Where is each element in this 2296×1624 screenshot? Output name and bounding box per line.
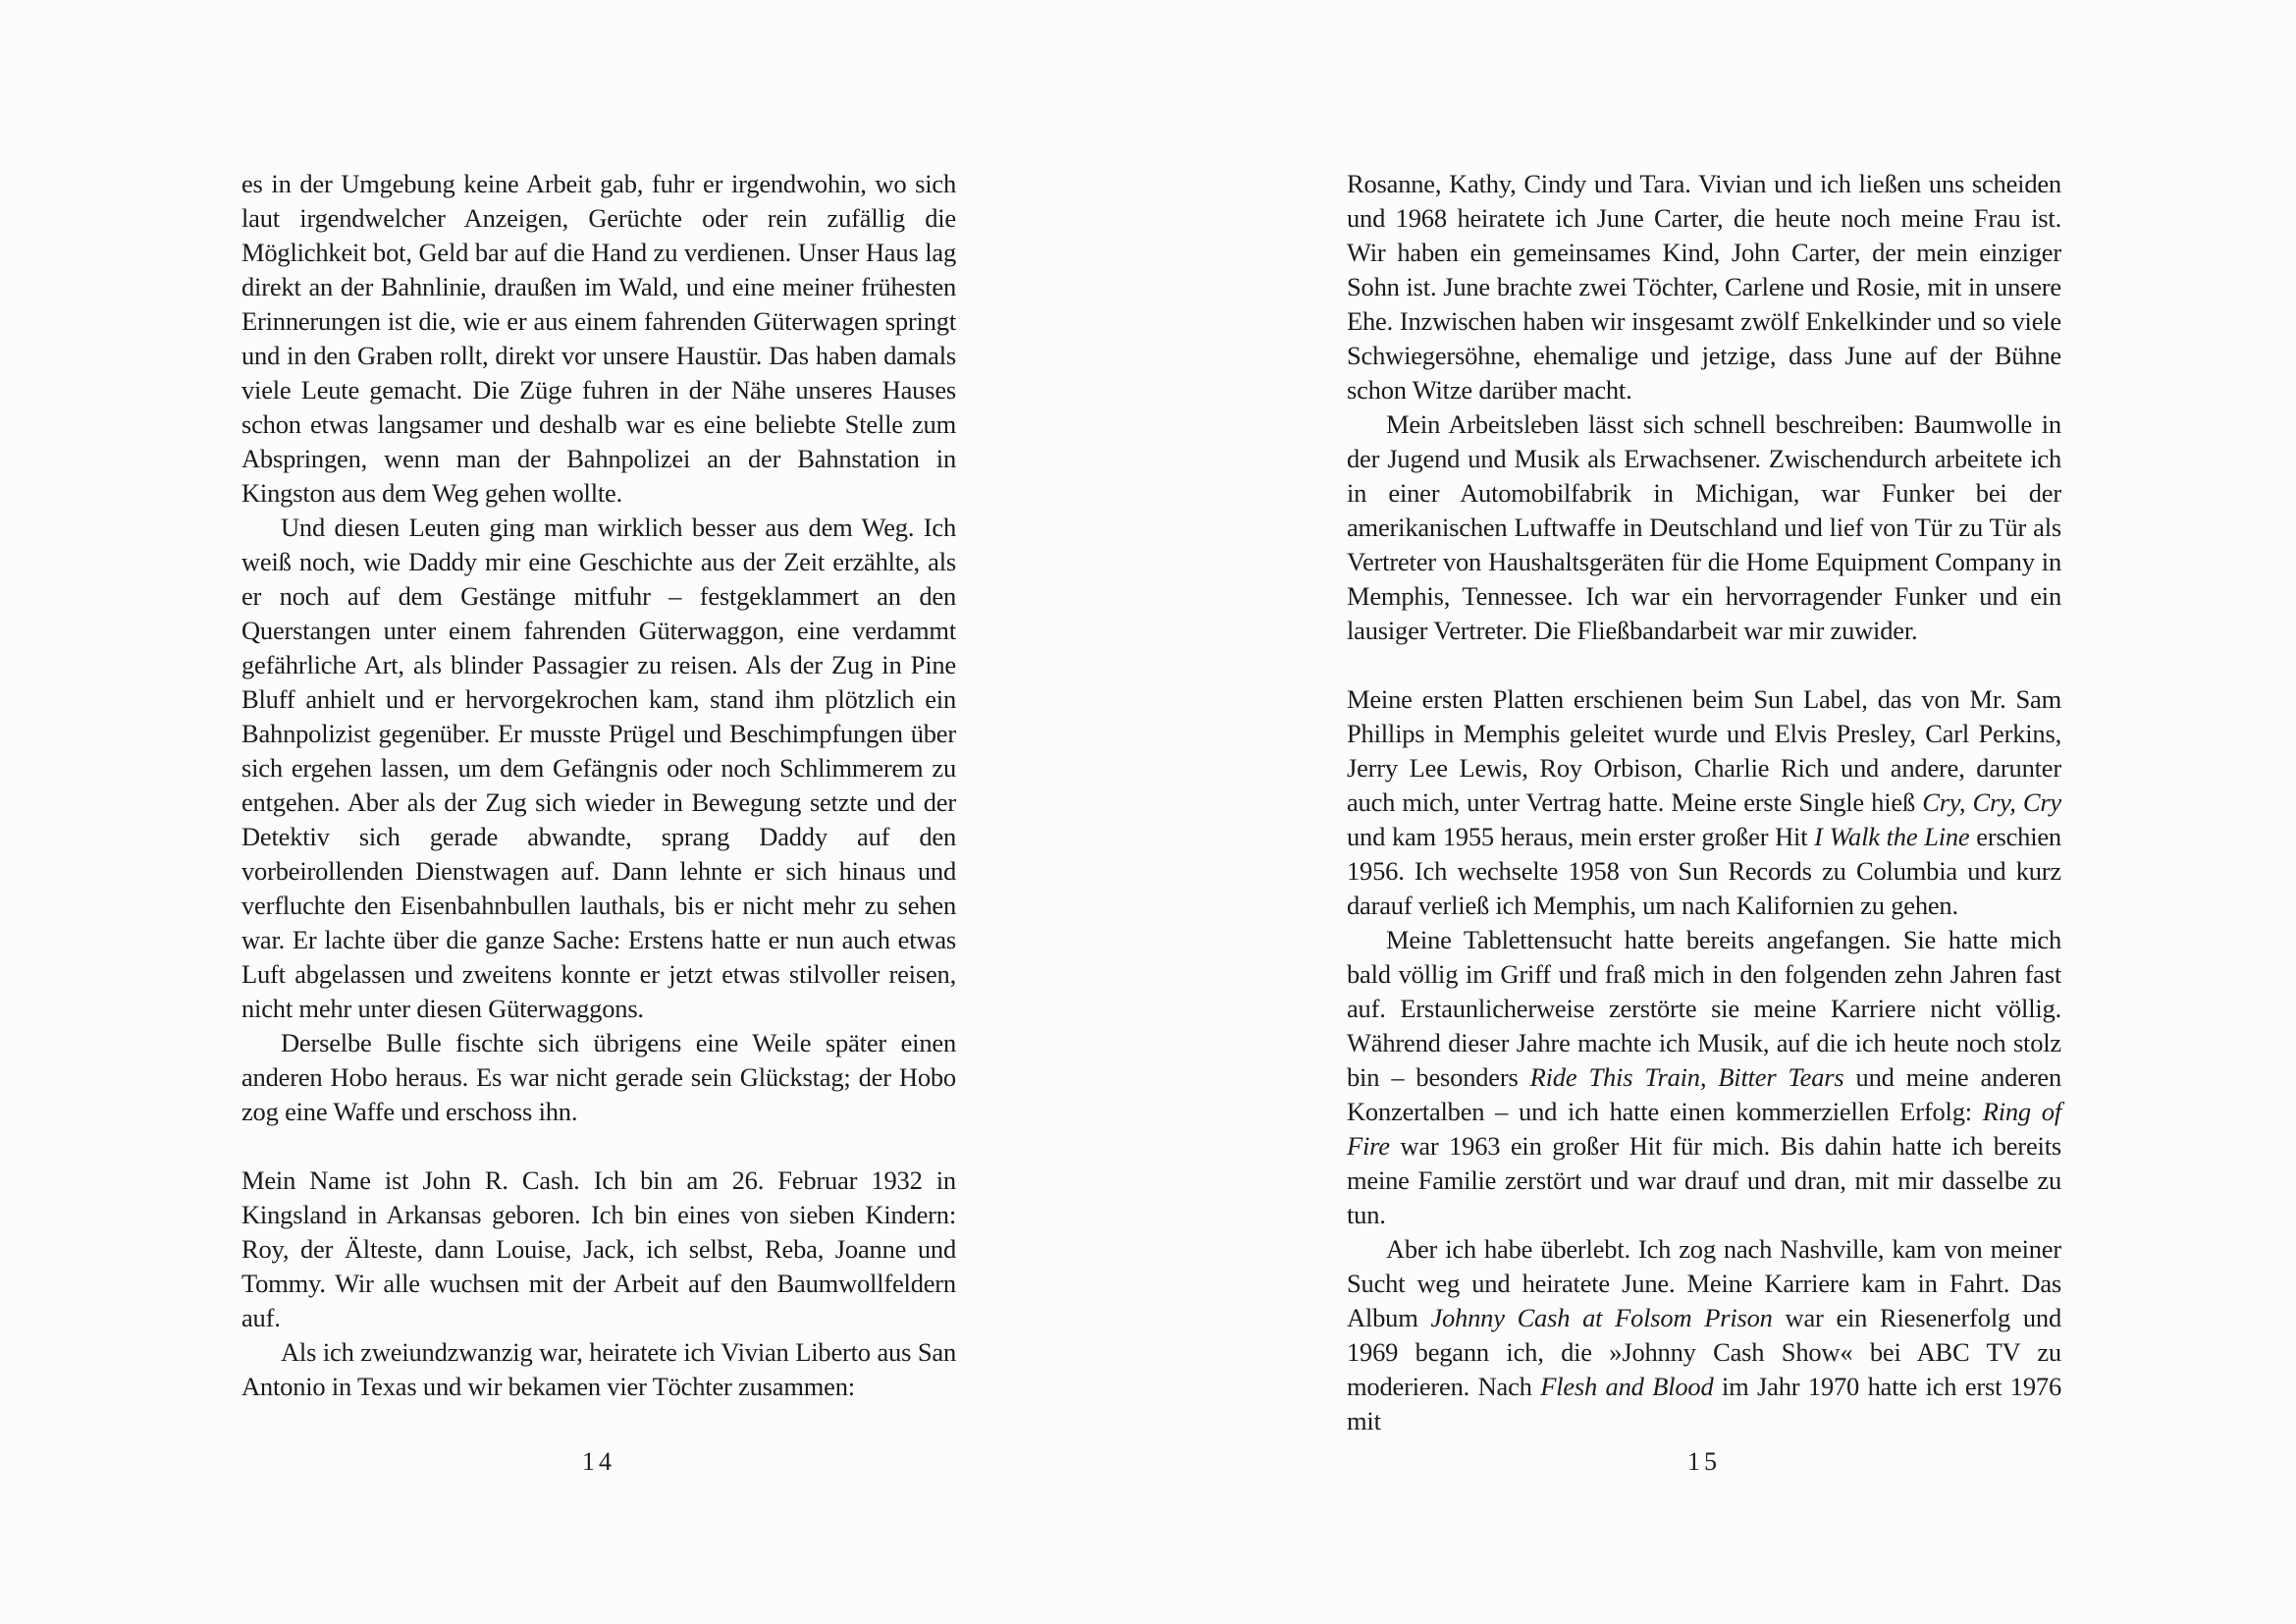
paragraph [241,1026,956,1129]
paragraph [1347,682,2061,923]
text-segment: Meine Tablettensucht hatte bereits angefangen. Sie hatte mich bald völlig im Griff und fraß mich in den folgenden zehn Jahren fast auf. Erstaunlicherweise zerstörte sie meine Karriere nicht völlig. Während dieser Jahre machte ich Musik, auf die ich heute noch stolz bin – besonders [1347,925,2061,1092]
text-segment: erschien 1956. Ich wechselte 1958 von Sun Records zu Columbia und kurz darauf verließ ich Memphis, um nach Kalifornien zu gehen. [1347,822,2061,920]
italic-title: Cry, Cry, Cry [1922,787,2061,817]
text-segment: Rosanne, Kathy, Cindy und Tara. Vivian und ich ließen uns scheiden und 1968 heiratete ich June Carter, die heute noch meine Frau ist. Wir haben ein gemeinsames Kind, John Carter, der mein einziger Sohn ist. June brachte zwei Töchter, Carlene und Rosie, mit in unsere Ehe. Inzwischen haben wir insgesamt zwölf Enkelkinder und so viele Schwiegersöhne, ehemalige und jetzige, dass June auf der Bühne schon Witze darüber macht. [1347,169,2061,405]
page-left-number: 14 [582,1447,615,1476]
text-segment: Aber ich habe überlebt. Ich zog nach Nashville, kam von meiner Sucht weg und heiratete June. Meine Karriere kam in Fahrt. Das Album [1347,1234,2061,1332]
page-right [1148,0,2296,1624]
italic-title: Johnny Cash at Folsom Prison [1430,1303,1773,1332]
italic-title: Ring of Fire [1347,1097,2061,1161]
text-segment: und kam 1955 heraus, mein erster großer Hit [1347,822,1815,851]
page-left-text [241,167,956,1404]
page-right-text [1347,167,2061,1438]
paragraph [1347,167,2061,407]
italic-title: I Walk the Line [1814,822,1970,851]
text-segment: Als ich zweiundzwanzig war, heiratete ich Vivian Liberto aus San Antonio in Texas und wir bekamen vier Töchter zusammen: [241,1337,956,1401]
paragraph [241,1335,956,1404]
text-segment: Meine ersten Platten erschienen beim Sun Label, das von Mr. Sam Phillips in Memphis geleitet wurde und Elvis Presley, Carl Perkins, Jerry Lee Lewis, Roy Orbison, Charlie Rich und andere, darunter auch mich, unter Vertrag hatte. Meine erste Single hieß [1347,684,2061,817]
text-segment: im Jahr 1970 hatte ich erst 1976 mit [1347,1372,2061,1435]
text-segment: Und diesen Leuten ging man wirklich besser aus dem Weg. Ich weiß noch, wie Daddy mir eine Geschichte aus der Zeit erzählte, als er noch auf dem Gestänge mitfuhr – festgeklammert an den Querstangen unter einem fahrenden Güterwaggon, eine verdammt gefährliche Art, als blinder Passagier zu reisen. Als der Zug in Pine Bluff anhielt und er hervorgekrochen kam, stand ihm plötzlich ein Bahnpolizist gegenüber. Er musste Prügel und Beschimpfungen über sich ergehen lassen, um dem Gefängnis oder noch Schlimmerem zu entgehen. Aber als der Zug sich wieder in Bewegung setzte und der Detektiv sich gerade abwandte, sprang Daddy auf den vorbeirollenden Dienstwagen auf. Dann lehnte er sich hinaus und verfluchte den Eisenbahnbullen lauthals, bis er nicht mehr zu sehen war. Er lachte über die ganze Sache: Erstens hatte er nun auch etwas Luft abgelassen und zweitens konnte er jetzt etwas stilvoller reisen, nicht mehr unter diesen Güterwaggons. [241,513,956,1023]
paragraph [241,1164,956,1335]
paragraph [241,167,956,511]
paragraph [1347,407,2061,648]
paragraph [241,511,956,1026]
text-segment: Derselbe Bulle fischte sich übrigens eine Weile später einen anderen Hobo heraus. Es war nicht gerade sein Glückstag; der Hobo zog eine Waffe und erschoss ihn. [241,1028,956,1126]
page-right-number: 15 [1687,1447,1721,1476]
text-segment: es in der Umgebung keine Arbeit gab, fuhr er irgendwohin, wo sich laut irgendwelcher Anzeigen, Gerüchte oder rein zufällig die Möglichkeit bot, Geld bar auf die Hand zu verdienen. Unser Haus lag direkt an der Bahnlinie, draußen im Wald, und eine meiner frühesten Erinnerungen ist die, wie er aus einem fahrenden Güterwagen springt und in den Graben rollt, direkt vor unsere Haustür. Das haben damals viele Leute gemacht. Die Züge fuhren in der Nähe unseres Hauses schon etwas langsamer und deshalb war es eine beliebte Stelle zum Abspringen, wenn man der Bahnpolizei an der Bahnstation in Kingston aus dem Weg gehen wollte. [241,169,956,508]
text-segment: Mein Arbeitsleben lässt sich schnell beschreiben: Baumwolle in der Jugend und Musik als Erwachsener. Zwischendurch arbeitete ich in einer Automobilfabrik in Michigan, war Funker bei der amerikanischen Luftwaffe in Deutschland und lief von Tür zu Tür als Vertreter von Haushaltsgeräten für die Home Equipment Company in Memphis, Tennessee. Ich war ein hervorragender Funker und ein lausiger Vertreter. Die Fließbandarbeit war mir zuwider. [1347,409,2061,645]
text-segment: war 1963 ein großer Hit für mich. Bis dahin hatte ich bereits meine Familie zerstört und war drauf und dran, mit mir dasselbe zu tun. [1347,1131,2061,1229]
paragraph [1347,923,2061,1232]
italic-title: Ride This Train, Bitter Tears [1529,1062,1844,1092]
text-segment: Mein Name ist John R. Cash. Ich bin am 26. Februar 1932 in Kingsland in Arkansas geboren. Ich bin eines von sieben Kindern: Roy, der Älteste, dann Louise, Jack, ich selbst, Reba, Joanne und Tommy. Wir alle wuchsen mit der Arbeit auf den Baumwollfeldern auf. [241,1165,956,1332]
text-segment: und meine anderen Konzertalben – und ich hatte einen kommerziellen Erfolg: [1347,1062,2062,1126]
text-segment: war ein Riesenerfolg und 1969 begann ich, die »Johnny Cash Show« bei ABC TV zu moderieren. Nach [1347,1303,2062,1401]
paragraph [1347,1232,2061,1438]
italic-title: Flesh and Blood [1540,1372,1714,1401]
